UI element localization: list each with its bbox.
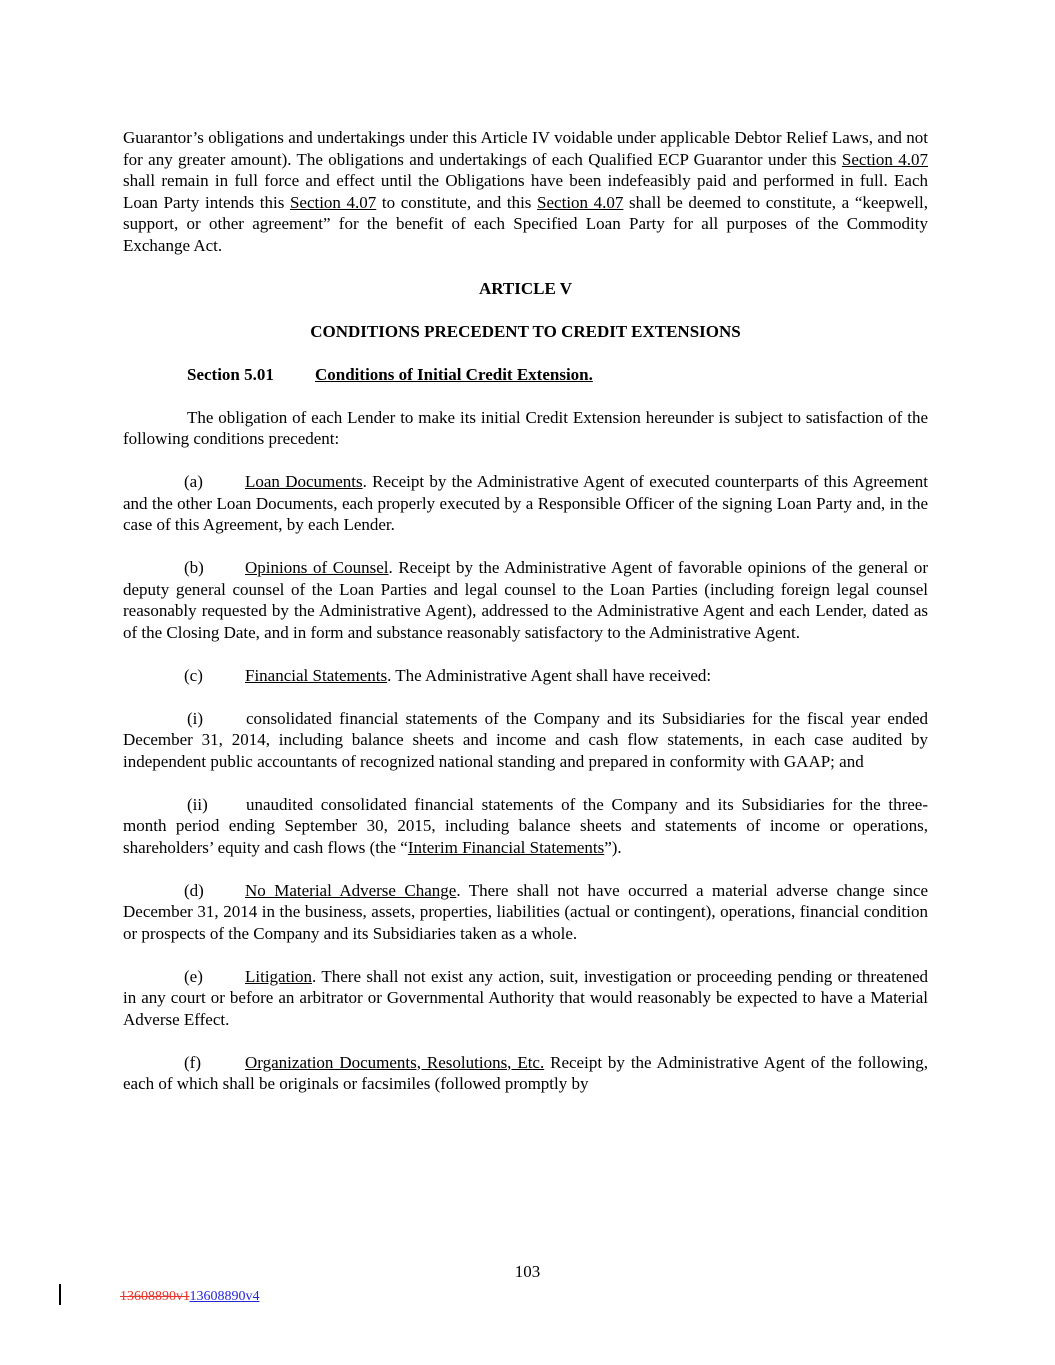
condition-item-c: (c) Financial Statements. The Administrative Agent shall have received:	[184, 665, 712, 685]
condition-item-d: (d) No Material Adverse Change. There shall not have occurred a material adverse change since December 31, 2014 in the business, assets, properties, liabilities (actual or contingent), operations, financial condition or prospects of the Company and its Subsidiaries taken as a whole.	[123, 880, 928, 943]
condition-item-b: (b) Opinions of Counsel. Receipt by the Administrative Agent of favorable opinions of the general or deputy general counsel of the Loan Parties and legal counsel to the Loan Parties (including foreign legal counsel reasonably requested by the Administrative Agent), addressed to the Administrative Agent and each Lender, dated as of the Closing Date, and in form and substance reasonably satisfactory to the Administrative Agent.	[123, 558, 928, 642]
revision-number-deleted: 13608890v1	[120, 1289, 190, 1304]
revision-number-inserted: 13608890v4	[189, 1289, 260, 1304]
document-body	[123, 127, 928, 1116]
condition-item-e: (e) Litigation. There shall not exist any action, suit, investigation or proceeding pending or threatened in any court or before an arbitrator or Governmental Authority that would reasonably be expected to have a Material Adverse Effect.	[123, 966, 928, 1029]
intro-paragraph: The obligation of each Lender to make its initial Credit Extension hereunder is subject to satisfaction of the following conditions precedent:	[123, 407, 928, 448]
condition-item-c-i: (i) consolidated financial statements of the Company and its Subsidiaries for the fiscal year ended December 31, 2014, including balance sheets and income and cash flow statements, in each case audited by independent public accountants of recognized national standing and prepared in conformity with GAAP; and	[123, 708, 928, 771]
article-title: CONDITIONS PRECEDENT TO CREDIT EXTENSIONS	[310, 321, 741, 341]
condition-item-c-ii: (ii) unaudited consolidated financial statements of the Company and its Subsidiaries for the three-month period ending September 30, 2015, including balance sheets and statements of income or operations, shareholders’ equity and cash flows (the “Interim Financial Statements”).	[123, 794, 928, 857]
article-heading: ARTICLE V	[478, 278, 573, 298]
section-heading: Section 5.01 Conditions of Initial Credit Extension.	[187, 364, 593, 384]
page-number: 103	[514, 1262, 541, 1281]
revision-marks	[120, 1289, 259, 1305]
change-bar	[59, 1284, 61, 1305]
condition-item-a: (a) Loan Documents. Receipt by the Administrative Agent of executed counterparts of this Agreement and the other Loan Documents, each properly executed by a Responsible Officer of the signing Loan Party and, in the case of this Agreement, by each Lender.	[123, 472, 928, 534]
condition-item-f: (f) Organization Documents, Resolutions, Etc. Receipt by the Administrative Agent of the following, each of which shall be originals or facsimiles (followed promptly by	[123, 1052, 928, 1093]
paragraph-continuation: Guarantor’s obligations and undertakings under this Article IV voidable under applicable Debtor Relief Laws, and not for any greater amount). The obligations and undertakings of each Qualified ECP Guarantor under this Section 4.07 shall remain in full force and effect until the Obligations have been indefeasibly paid and performed in full. Each Loan Party intends this Section 4.07 to constitute, and this Section 4.07 shall be deemed to constitute, a “keepwell, support, or other agreement” for the benefit of each Specified Loan Party for all purposes of the Commodity Exchange Act.	[123, 128, 928, 255]
